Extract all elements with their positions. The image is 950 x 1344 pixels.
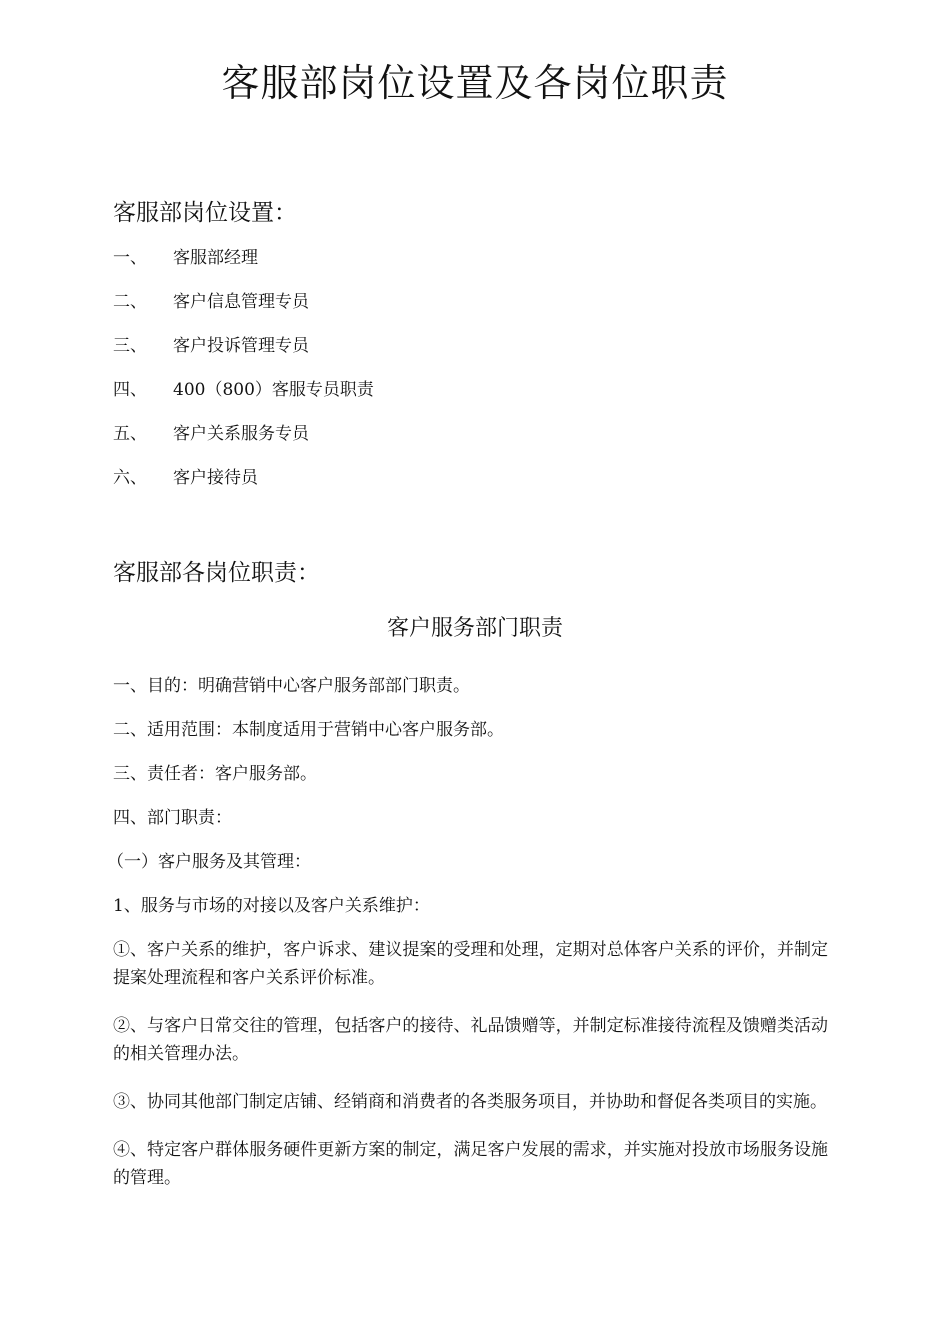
list-label: 客户接待员 [173,468,258,488]
list-label: 客户关系服务专员 [173,424,309,444]
positions-heading: 客服部岗位设置： [113,200,297,226]
list-label: 客户信息管理专员 [173,292,309,312]
duties-heading: 客服部各岗位职责： [113,560,320,586]
list-label: 客户投诉管理专员 [173,336,309,356]
list-item [113,376,374,420]
list-label: 客服部经理 [173,248,258,268]
list-number: 一、 [113,248,147,268]
list-label: 400（800）客服专员职责 [173,380,374,400]
paragraph-item-1: 1、服务与市场的对接以及客户关系维护： [113,896,430,916]
paragraph-scope: 二、适用范围：本制度适用于营销中心客户服务部。 [113,720,504,740]
list-item [113,464,374,508]
positions-list [113,244,374,508]
list-number: 二、 [113,292,147,312]
document-body [107,672,828,1212]
list-item [113,332,374,376]
list-number: 六、 [113,468,147,488]
paragraph-purpose: 一、目的：明确营销中心客户服务部部门职责。 [113,676,470,696]
paragraph-point-3: ③、协同其他部门制定店铺、经销商和消费者的各类服务项目，并协助和督促各类项目的实施。 [113,1092,827,1112]
paragraph-point-4: ④、特定客户群体服务硬件更新方案的制定，满足客户发展的需求，并实施对投放市场服务设施的管理。 [113,1140,828,1188]
paragraph-duties-heading: 四、部门职责： [113,808,232,828]
list-item [113,244,374,288]
list-item [113,420,374,464]
document-title: 客服部岗位设置及各岗位职责 [221,61,729,105]
department-heading: 客户服务部门职责 [386,616,563,641]
paragraph-subsection: （一）客户服务及其管理： [107,852,311,872]
paragraph-point-2: ②、与客户日常交往的管理，包括客户的接待、礼品馈赠等，并制定标准接待流程及馈赠类活动的相关管理办法。 [113,1016,828,1064]
paragraph-point-1: ①、客户关系的维护，客户诉求、建议提案的受理和处理，定期对总体客户关系的评价，并制定提案处理流程和客户关系评价标准。 [113,940,828,988]
paragraph-responsible: 三、责任者：客户服务部。 [113,764,317,784]
list-number: 四、 [113,380,147,400]
list-item [113,288,374,332]
list-number: 五、 [113,424,147,444]
list-number: 三、 [113,336,147,356]
